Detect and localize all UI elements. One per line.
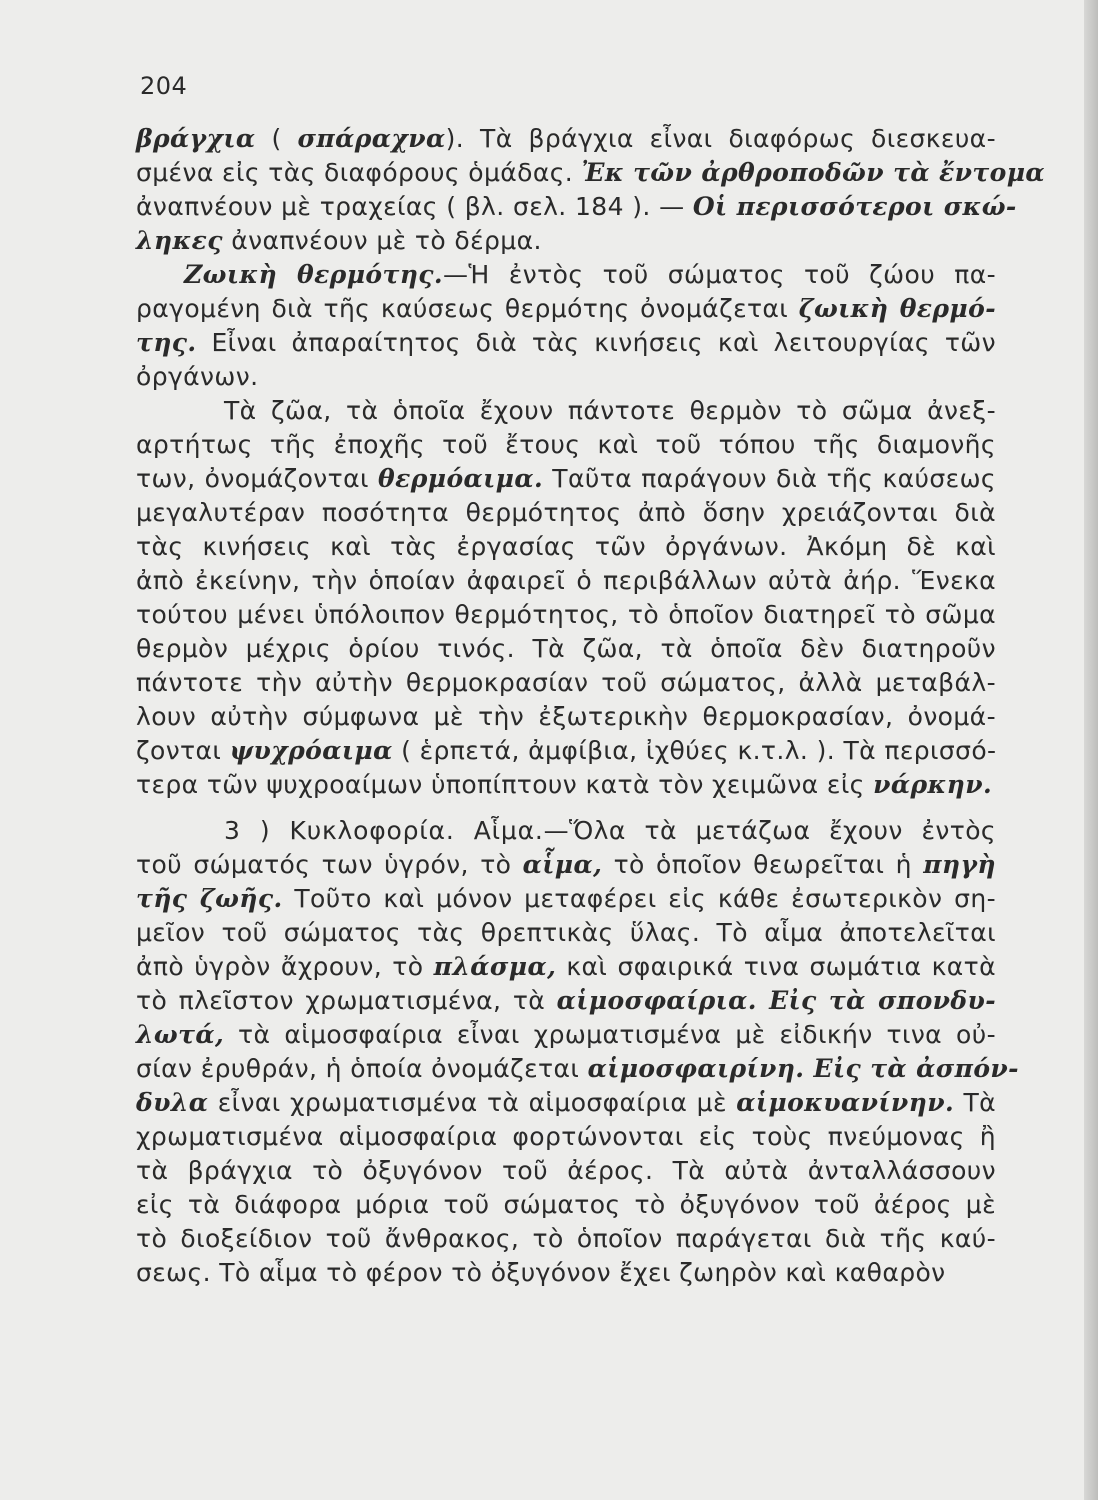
- text-run: εἶναι χρωματισμένα τὰ αἱμοσφαίρια μὲ: [208, 1088, 737, 1117]
- section-heading: 3 ) Κυκλοφορία. Αἷμα.: [224, 816, 544, 845]
- text-line: [136, 530, 996, 564]
- text-run: σίαν ἐρυθράν, ἡ ὁποία ὀνομάζεται: [136, 1054, 588, 1083]
- text-line: [136, 1222, 996, 1256]
- text-run: ραγομένη διὰ τῆς καύσεως θερμότης ὀνομάζεται: [136, 294, 799, 323]
- text-run: ὀργάνων.: [136, 362, 259, 391]
- text-run: Τὰ: [954, 1088, 996, 1117]
- text-line: [136, 156, 1046, 190]
- text-line: [136, 326, 996, 360]
- emphasized-term: αἷμα,: [522, 850, 603, 879]
- text-line: [136, 122, 996, 156]
- text-run: πάντοτε τὴν αὐτὴν θερμοκρασίαν τοῦ σώματος, ἀλλὰ μεταβάλ-: [136, 668, 996, 697]
- emphasized-term: δυλα: [136, 1088, 209, 1117]
- text-run: εἰς τὰ διάφορα μόρια τοῦ σώματος τὸ ὀξυγόνον τοῦ ἀέρος μὲ: [136, 1190, 996, 1219]
- text-line: [136, 394, 996, 428]
- text-run: Ταῦτα παράγουν διὰ τῆς καύσεως: [543, 464, 996, 493]
- text-run: Τοῦτο καὶ μόνον μεταφέρει εἰς κάθε ἐσωτερικὸν ση-: [282, 884, 996, 913]
- text-run: τὰ αἱμοσφαίρια εἶναι χρωματισμένα μὲ εἰδικήν τινα οὐ-: [224, 1020, 996, 1049]
- text-line: [136, 1154, 996, 1188]
- text-run: θερμὸν μέχρις ὁρίου τινός. Τὰ ζῶα, τὰ ὁποῖα δὲν διατηροῦν: [136, 634, 996, 663]
- text-line: [136, 768, 996, 802]
- text-line: [136, 428, 996, 462]
- text-line: [136, 984, 996, 1018]
- text-run: —Ἡ ἐντὸς τοῦ σώματος τοῦ ζώου πα-: [443, 260, 996, 289]
- text-line: [136, 950, 996, 984]
- page-number: 204: [140, 72, 188, 100]
- emphasized-term: ζωικὴ θερμό-: [798, 294, 996, 323]
- text-run: μεῖον τοῦ σώματος τὰς θρεπτικὰς ὕλας. Τὸ αἷμα ἀποτελεῖται: [136, 918, 996, 947]
- text-line: [136, 190, 1017, 224]
- emphasized-term: Οἱ περισσότεροι σκώ-: [692, 192, 1017, 221]
- text-line: [136, 1086, 996, 1120]
- text-line: [136, 462, 996, 496]
- emphasized-term: αἱμοκυανίνην.: [736, 1088, 955, 1117]
- text-line: [136, 564, 996, 598]
- page-edge-shadow: [1084, 0, 1098, 1500]
- emphasized-term: λωτά,: [136, 1020, 225, 1049]
- emphasized-term: τῆς ζωῆς.: [136, 884, 283, 913]
- emphasized-term: Ἐκ τῶν ἀρθροποδῶν τὰ ἔντομα: [581, 158, 1046, 187]
- text-line: [136, 258, 996, 292]
- text-line: [136, 734, 996, 768]
- text-run: σμένα εἰς τὰς διαφόρους ὁμάδας.: [136, 158, 582, 187]
- text-run: Τὰ ζῶα, τὰ ὁποῖα ἔχουν πάντοτε θερμὸν τὸ σῶμα ἀνεξ-: [224, 396, 996, 425]
- text-run: τὰ βράγχια τὸ ὀξυγόνον τοῦ ἀέρος. Τὰ αὐτὰ ἀνταλλάσσουν: [136, 1156, 996, 1185]
- text-run: ( ἑρπετά, ἀμφίβια, ἰχθύες κ.τ.λ. ). Τὰ περισσό-: [392, 736, 997, 765]
- emphasized-term: θερμόαιμα.: [378, 464, 544, 493]
- body-text: [136, 122, 1046, 1290]
- emphasized-term: της.: [136, 328, 197, 357]
- emphasized-term: σπάραχνα: [297, 124, 446, 153]
- text-run: ἀναπνέουν μὲ τραχείας ( βλ. σελ. 184 ). —: [136, 192, 693, 221]
- text-run: τοῦ σώματός των ὑγρόν, τὸ: [136, 850, 523, 879]
- text-run: χρωματισμένα αἱμοσφαίρια φορτώνονται εἰς τοὺς πνεύμονας ἢ: [136, 1122, 996, 1151]
- emphasized-term: νάρκην.: [873, 770, 993, 799]
- text-line: [136, 848, 996, 882]
- text-run: σεως. Τὸ αἷμα τὸ φέρον τὸ ὀξυγόνον ἔχει ζωηρὸν καὶ καθαρὸν: [136, 1258, 946, 1287]
- text-line: [136, 700, 996, 734]
- emphasized-term: βράγχια: [136, 124, 256, 153]
- text-run: τὸ πλεῖστον χρωματισμένα, τὰ: [136, 986, 557, 1015]
- text-line: [136, 1052, 1019, 1086]
- text-run: αρτήτως τῆς ἐποχῆς τοῦ ἔτους καὶ τοῦ τόπου τῆς διαμονῆς: [136, 430, 996, 459]
- text-line: [136, 224, 996, 258]
- emphasized-term: Ζωικὴ θερμότης.: [184, 260, 444, 289]
- emphasized-term: πηγὴ: [923, 850, 996, 879]
- text-run: των, ὀνομάζονται: [136, 464, 379, 493]
- text-line: [136, 1256, 996, 1290]
- text-line: [136, 598, 996, 632]
- emphasized-term: πλάσμα,: [433, 952, 557, 981]
- text-run: τὸ ὁποῖον θεωρεῖται ἡ: [602, 850, 924, 879]
- text-line: [136, 1188, 996, 1222]
- emphasized-term: ληκες: [136, 226, 223, 255]
- text-run: ἀναπνέουν μὲ τὸ δέρμα.: [222, 226, 542, 255]
- text-run: τερα τῶν ψυχροαίμων ὑποπίπτουν κατὰ τὸν χειμῶνα εἰς: [136, 770, 874, 799]
- text-run: (: [255, 124, 298, 153]
- text-run: τὰς κινήσεις καὶ τὰς ἐργασίας τῶν ὀργάνων. Ἀκόμη δὲ καὶ: [136, 532, 996, 561]
- text-run: τούτου μένει ὑπόλοιπον θερμότητος, τὸ ὁποῖον διατηρεῖ τὸ σῶμα: [136, 600, 996, 629]
- text-line: [136, 360, 996, 394]
- text-line: [136, 666, 996, 700]
- text-run: ἀπὸ ὑγρὸν ἄχρουν, τὸ: [136, 952, 434, 981]
- text-run: —Ὅλα τὰ μετάζωα ἔχουν ἐντὸς: [543, 816, 997, 845]
- text-run: Εἶναι ἀπαραίτητος διὰ τὰς κινήσεις καὶ λειτουργίας τῶν: [196, 328, 996, 357]
- emphasized-term: αἱμοσφαίρια. Εἰς τὰ σπονδυ-: [556, 986, 996, 1015]
- text-line: [136, 496, 996, 530]
- text-line: [136, 632, 996, 666]
- text-run: τὸ διοξείδιον τοῦ ἄνθρακος, τὸ ὁποῖον παράγεται διὰ τῆς καύ-: [136, 1224, 996, 1253]
- emphasized-term: ψυχρόαιμα: [229, 736, 393, 765]
- text-line: [136, 814, 996, 848]
- emphasized-term: αἱμοσφαιρίνη. Εἰς τὰ ἀσπόν-: [587, 1054, 1019, 1083]
- text-run: ). Τὰ βράγχια εἶναι διαφόρως διεσκευα-: [445, 124, 996, 153]
- text-line: [136, 916, 996, 950]
- text-line: [136, 1018, 996, 1052]
- text-line: [136, 1120, 996, 1154]
- text-run: μεγαλυτέραν ποσότητα θερμότητος ἀπὸ ὅσην χρειάζονται διὰ: [136, 498, 996, 527]
- text-run: λουν αὐτὴν σύμφωνα μὲ τὴν ἐξωτερικὴν θερμοκρασίαν, ὀνομά-: [136, 702, 996, 731]
- text-line: [136, 292, 996, 326]
- text-line: [136, 882, 996, 916]
- text-run: ζονται: [136, 736, 230, 765]
- text-run: ἀπὸ ἐκείνην, τὴν ὁποίαν ἀφαιρεῖ ὁ περιβάλλων αὐτὰ ἀήρ. Ἕνεκα: [136, 566, 996, 595]
- text-run: καὶ σφαιρικά τινα σωμάτια κατὰ: [556, 952, 996, 981]
